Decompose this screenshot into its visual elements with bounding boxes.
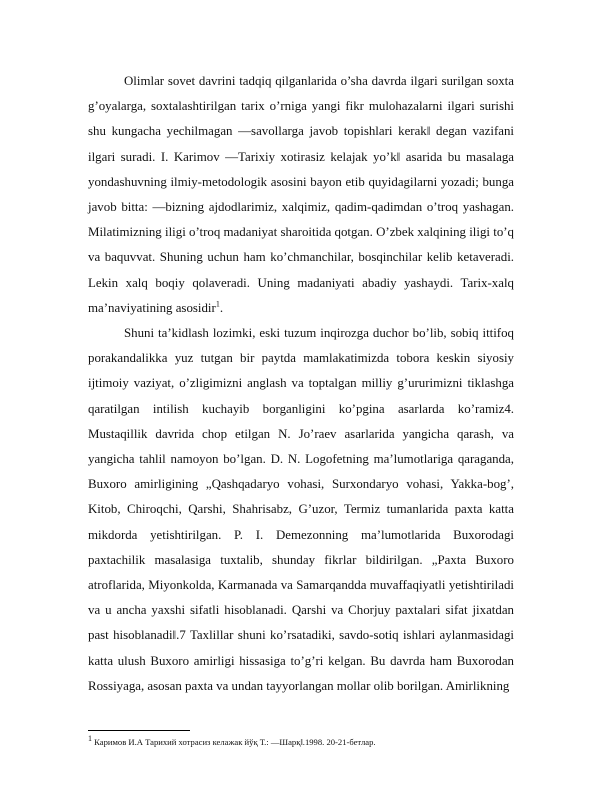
footnote	[88, 734, 528, 748]
footnote-reference[interactable]: 1	[215, 299, 220, 309]
paragraph-2	[88, 321, 514, 699]
paragraph-1-text: Olimlar sovet davrini tadqiq qilganlarida o’sha davrda ilgari surilgan soxta g’oyalarga, soxtalashtirilgan tarix o’rniga yangi fikr mulohazalarni ilgari surishi shu kungacha yechilmagan ―savollarga javob topishlari kerak‖ degan vazifani ilgari suradi. I. Karimov ―Tarixiy xotirasiz kelajak yo’k‖ asarida bu masalaga yondashuvning ilmiy-metodologik asosini bayon etib quyidagilarni yozadi; bunga javob bitta: ―bizning ajdodlarimiz, xalqimiz, qadim-qadimdan o’troq yashagan. Milatimizning iligi o’troq madaniyat sharoitida qotgan. O’zbek xalqining iligi to’q va baquvvat. Shuning uchun ham ko’chmanchilar, bosqinchilar kelib ketaveradi. Lekin xalq boqiy qolaveradi. Uning madaniyati abadiy yashaydi. Tarix-xalq ma’naviyatining asosidir	[88, 74, 514, 315]
footnote-number: 1	[88, 734, 92, 744]
paragraph-2-text: Shuni ta’kidlash lozimki, eski tuzum inqirozga duchor bo’lib, sobiq ittifoq porakandalikka yuz tutgan bir paytda mamlakatimizda tobora keskin siyosiy ijtimoiy vaziyat, o’zligimizni anglash va toptalgan milliy g’ururimizni tiklashga qaratilgan intilish kuchayib borganligini ko’pgina asarlarda ko’ramiz4. Mustaqillik davrida chop etilgan N. Jo’raev asarlarida yangicha qarash, va yangicha tahlil namoyon bo’lgan. D. N. Logofetning ma’lumotlariga qaraganda, Buxoro amirligining „Qashqadaryo vohasi, Surxondaryo vohasi, Yakka-bog’, Kitob, Chiroqchi, Qarshi, Shahrisabz, G’uzor, Termiz tumanlarida paxta katta mikdorda yetishtirilgan. P. I. Demezonning ma’lumotlarida Buxorodagi paxtachilik masalasiga tuxtalib, shunday fikrlar bildirilgan. „Paxta Buxoro atroflarida, Miyonkolda, Karmanada va Samarqandda muvaffaqiyatli yetishtiriladi va u ancha yaxshi sifatli hisoblanadi. Qarshi va Chorjuy paxtalari sifat jixatdan past hisoblanadi‖.7 Taxlillar shuni ko’rsatadiki, savdo-sotiq ishlari aylanmasidagi katta ulush Buxoro amirligi hissasiga to’g’ri kelgan. Bu davrda ham Buxorodan Rossiyaga, asosan paxta va undan tayyorlangan mollar olib borilgan. Amirlikning	[88, 326, 514, 693]
footnote-separator	[88, 730, 190, 731]
paragraph-1	[88, 69, 514, 321]
body-text	[88, 69, 514, 699]
footnote-text: Каримов И.А Тарихий хотрасиз келажак йўқ Т.: ―Шарқ‖.1998. 20-21-бетлар.	[92, 737, 376, 747]
paragraph-1-tail: .	[219, 300, 224, 315]
